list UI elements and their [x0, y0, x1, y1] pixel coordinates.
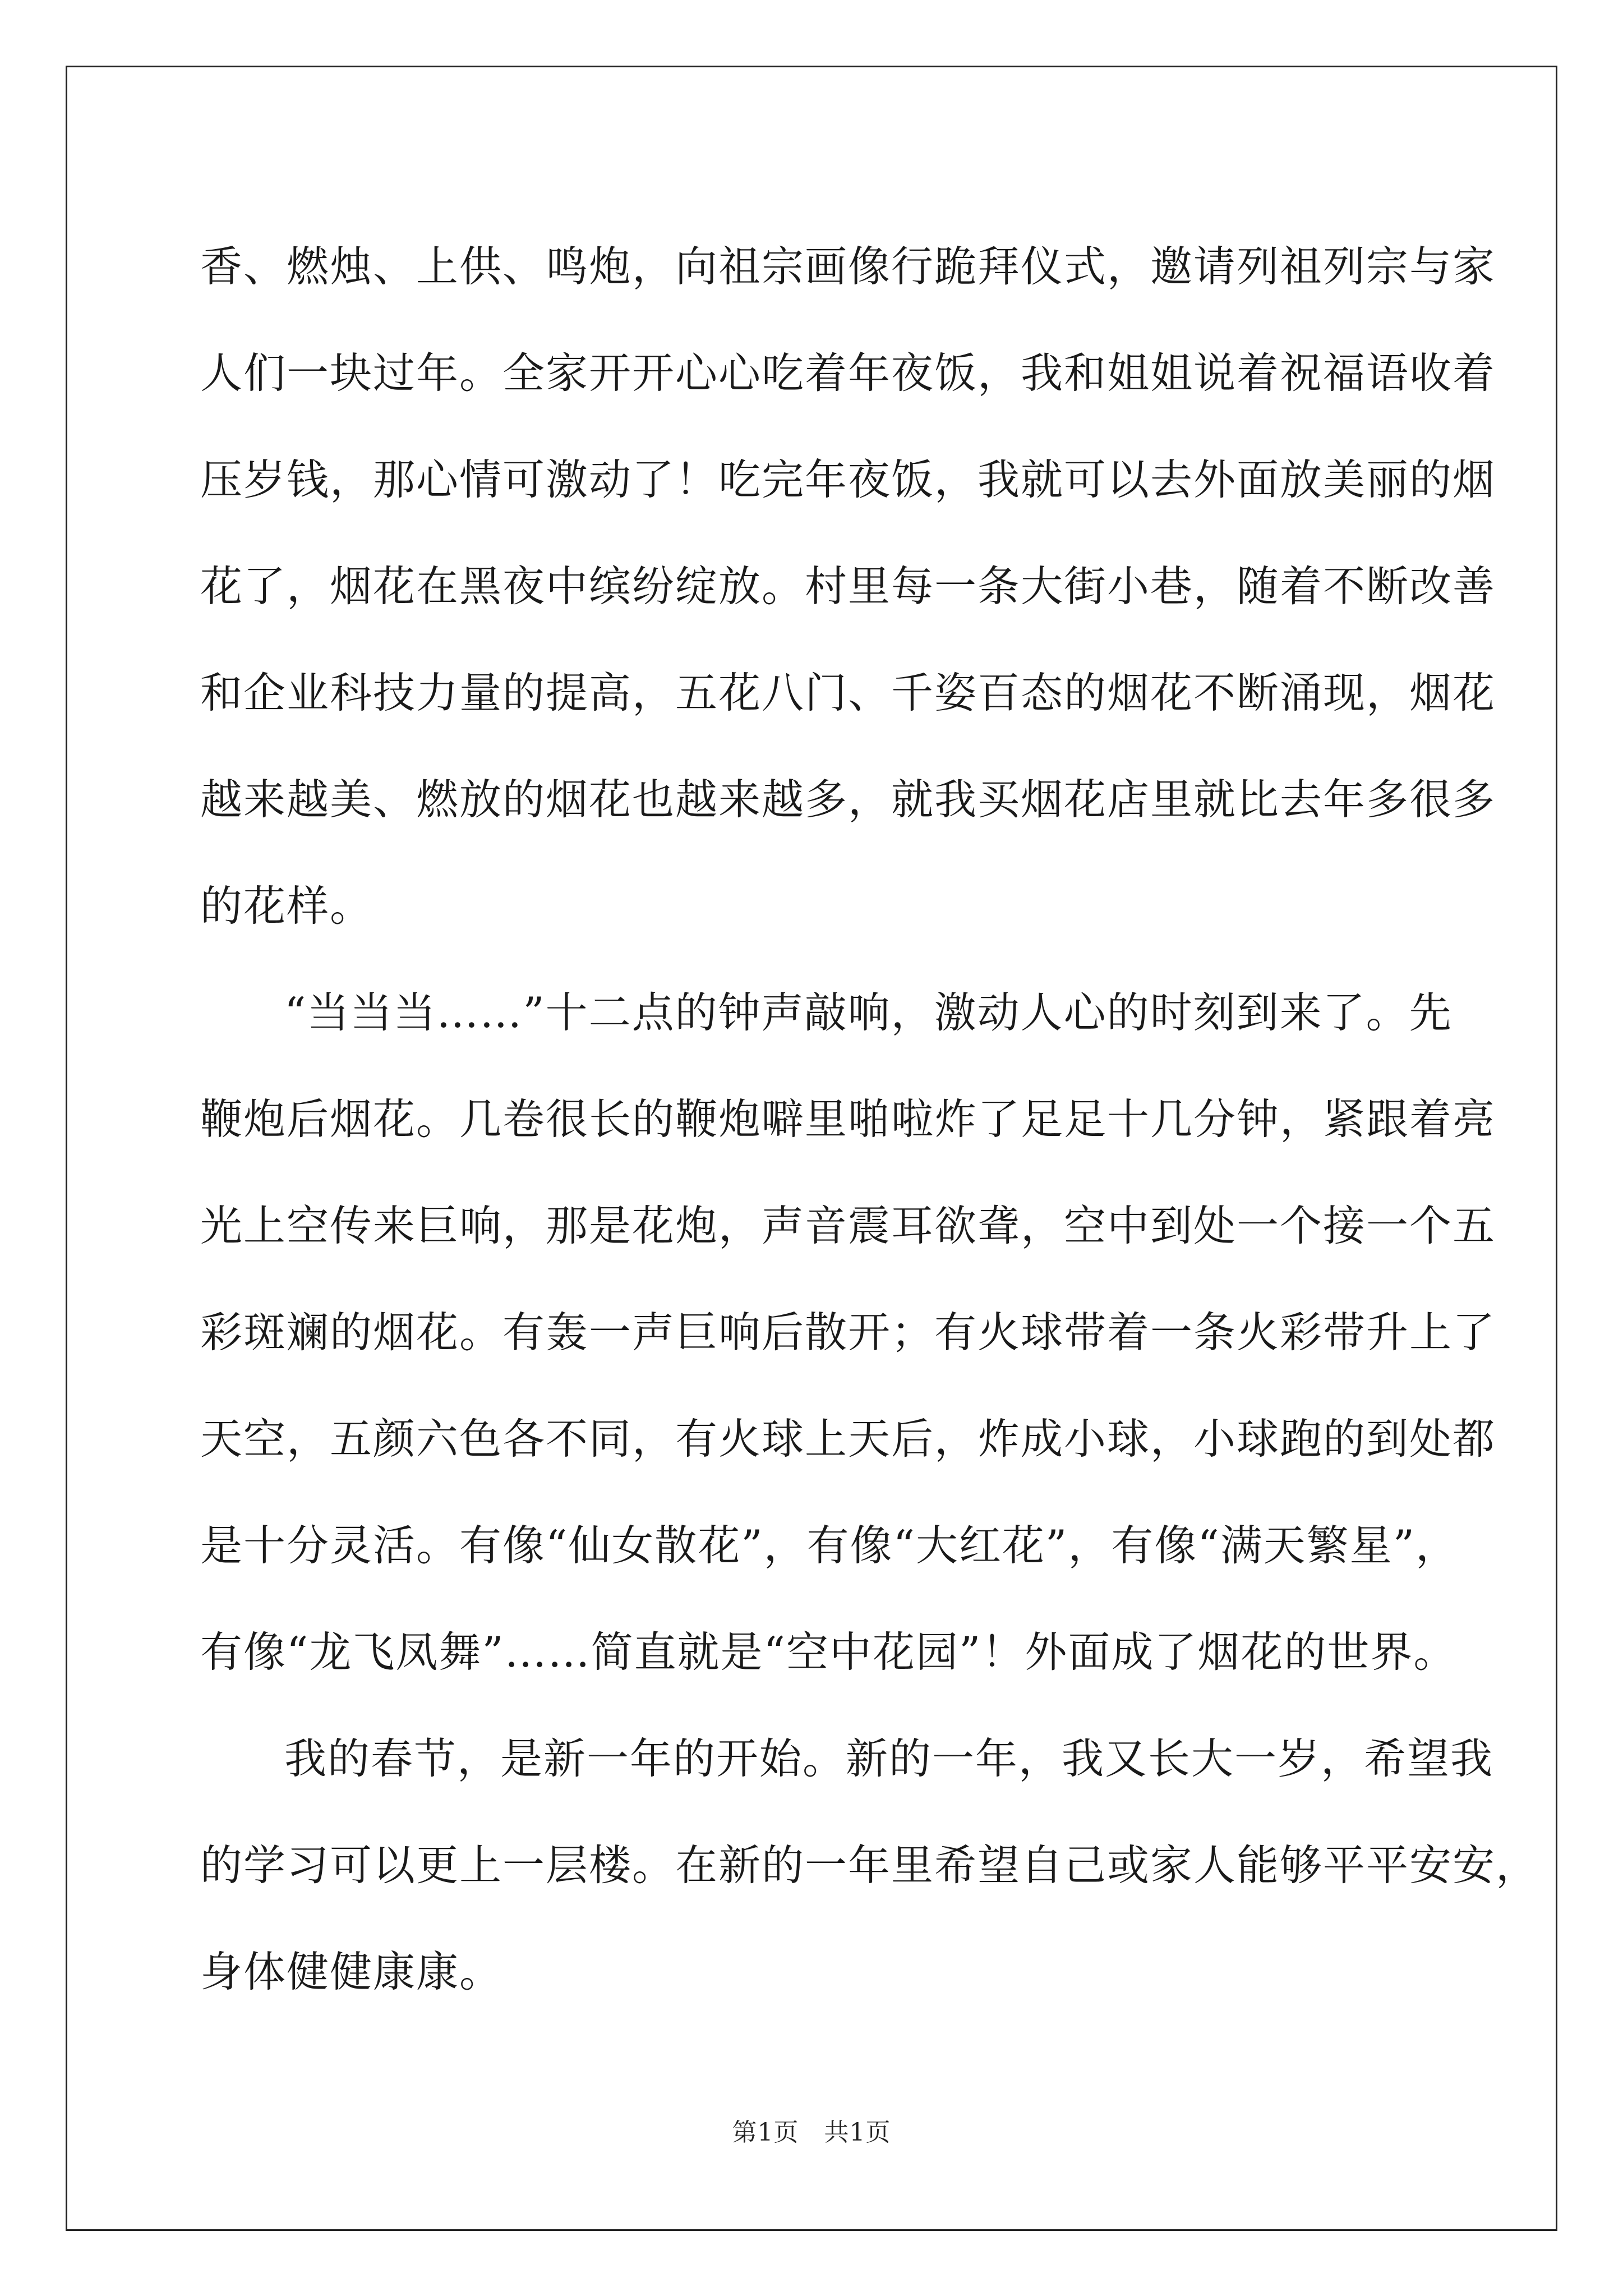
text-line: 彩斑斓的烟花。有轰一声巨响后散开；有火球带着一条火彩带升上了	[200, 1308, 1496, 1357]
text-line: 身体健健康康。	[200, 1947, 503, 1996]
text-line: 的学习可以更上一层楼。在新的一年里希望自己或家人能够平平安安，	[200, 1841, 1539, 1890]
document-body	[200, 213, 1539, 2025]
paragraph-3	[200, 1705, 1539, 2025]
text-line: 越来越美、燃放的烟花也越来越多，就我买烟花店里就比去年多很多	[200, 775, 1496, 824]
text-line: 光上空传来巨响，那是花炮，声音震耳欲聋，空中到处一个接一个五	[200, 1201, 1496, 1250]
page-number: 第1页 共1页	[732, 2118, 891, 2147]
text-line: 我的春节，是新一年的开始。新的一年，我又长大一岁，希望我	[284, 1734, 1494, 1783]
text-line: 压岁钱，那心情可激动了！吃完年夜饭，我就可以去外面放美丽的烟	[200, 455, 1496, 504]
text-line: “当当当……”十二点的钟声敲响，激动人心的时刻到来了。先	[284, 988, 1453, 1037]
paragraph-1	[200, 213, 1496, 959]
text-line: 天空，五颜六色各不同，有火球上天后，炸成小球，小球跑的到处都	[200, 1414, 1496, 1464]
paragraph-2	[200, 959, 1496, 1705]
text-line: 花了，烟花在黑夜中缤纷绽放。村里每一条大街小巷，随着不断改善	[200, 562, 1496, 611]
text-line: 香、燃烛、上供、鸣炮，向祖宗画像行跪拜仪式，邀请列祖列宗与家	[200, 242, 1496, 291]
text-line: 和企业科技力量的提高，五花八门、千姿百态的烟花不断涌现，烟花	[200, 668, 1496, 717]
text-line: 鞭炮后烟花。几卷很长的鞭炮噼里啪啦炸了足足十几分钟，紧跟着亮	[200, 1094, 1496, 1144]
page-footer	[0, 2112, 1623, 2148]
text-line: 的花样。	[200, 881, 374, 931]
text-line: 是十分灵活。有像“仙女散花”，有像“大红花”，有像“满天繁星”，	[200, 1521, 1459, 1570]
text-line: 人们一块过年。全家开开心心吃着年夜饭，我和姐姐说着祝福语收着	[200, 348, 1496, 398]
text-line: 有像“龙飞凤舞”……简直就是“空中花园”！外面成了烟花的世界。	[200, 1627, 1457, 1677]
